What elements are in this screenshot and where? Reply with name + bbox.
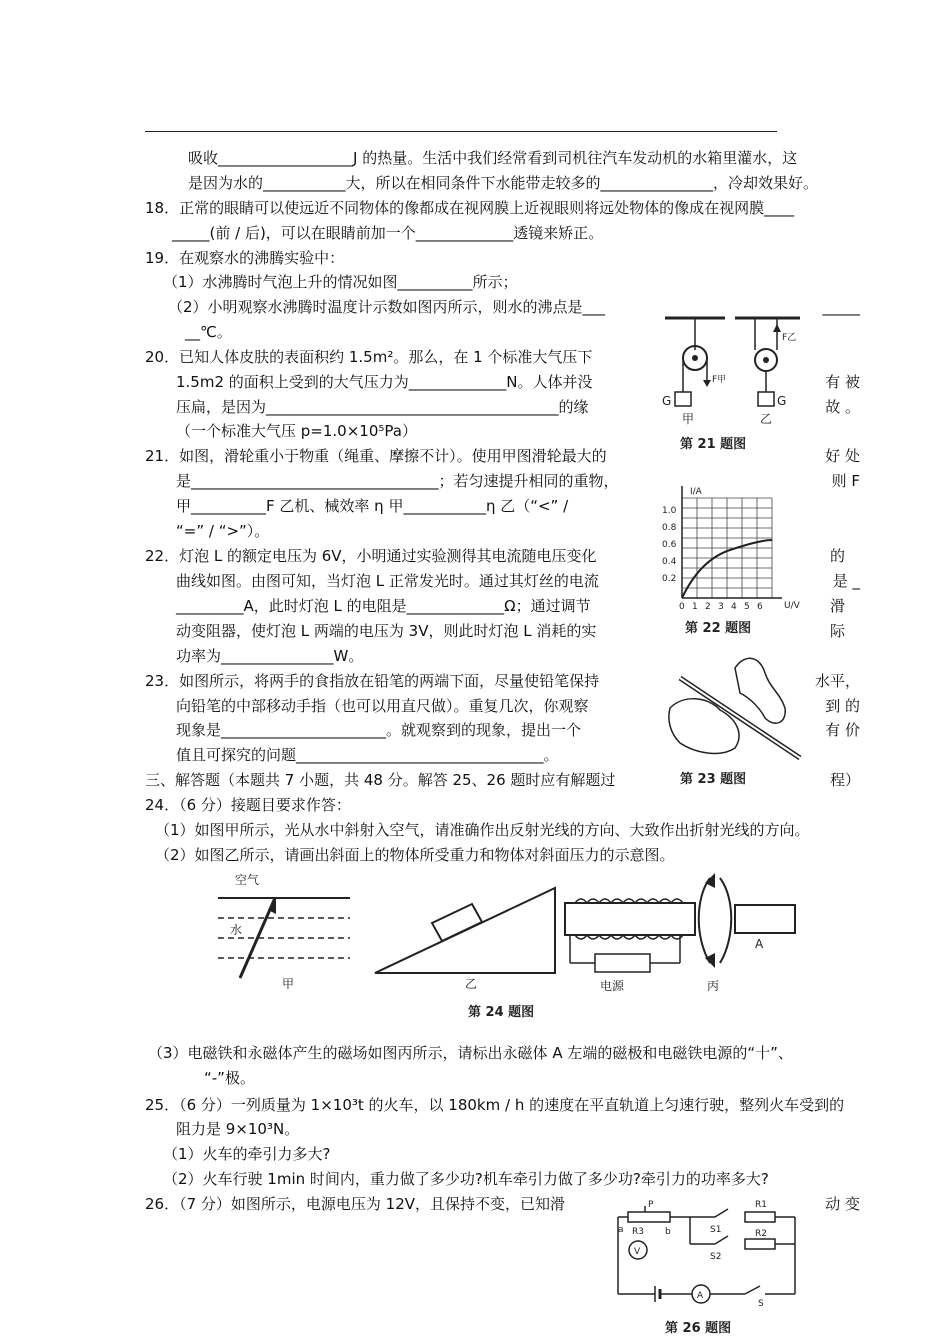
q22-line: 22．灯泡 L 的额定电压为 6V，小明通过实验测得其电流随电压变化 xyxy=(145,547,597,565)
text-line: 向铅笔的中部移动手指（也可以用直尺做）。重复几次，你观察 xyxy=(176,697,589,715)
text-line: _____(前 / 后)，可以在眼睛前加一个_____________透镜来矫正。 xyxy=(172,224,604,242)
fig26-caption: 第 26 题图 xyxy=(665,1321,732,1336)
q24-line: 24．（6 分）接题目要求作答： xyxy=(145,796,351,814)
fig22-caption: 第 22 题图 xyxy=(685,621,752,636)
text-line: （2）火车行驶 1min 时间内，重力做了多少功?机车牵引力做了多少功?牵引力的功率多大? xyxy=(163,1170,769,1188)
text-line: 吸收__________________J 的热量。生活中我们经常看到司机往汽车发动机的水箱里灌水，这 xyxy=(188,149,798,167)
fig21-force-right: F乙 xyxy=(782,333,797,343)
fig26-r3: R3 xyxy=(632,1227,644,1237)
fig22-y-tick: 0.6 xyxy=(662,540,677,550)
figure-24 xyxy=(210,868,800,1028)
figure-21 xyxy=(660,310,810,460)
fig22-y-axis-label: I/A xyxy=(690,487,702,497)
fig22-x-axis-label: U/V xyxy=(784,601,800,611)
figure-22 xyxy=(660,480,815,640)
fig24-magnet-label: A xyxy=(755,937,764,951)
header-rule xyxy=(145,131,777,132)
right-fragment: 到 的 xyxy=(825,697,860,715)
text-line: （3）电磁铁和永磁体产生的磁场如图丙所示，请标出永磁体 A 左端的磁极和电磁铁电源的“十”、 xyxy=(148,1044,793,1062)
text-line: “-”极。 xyxy=(204,1069,255,1087)
fig22-x-tick: 6 xyxy=(757,602,763,612)
text-line: （1）水沸腾时气泡上升的情况如图__________所示； xyxy=(163,273,518,291)
right-fragment: 滑 xyxy=(829,597,845,615)
text-line: 1.5m2 的面积上受到的大气压力为_____________N。人体并没 xyxy=(176,373,593,391)
section-heading: 三、解答题（本题共 7 小题，共 48 分。解答 25、26 题时应有解题过 xyxy=(145,771,616,789)
text-line: 动变阻器，使灯泡 L 两端的电压为 3V，则此时灯泡 L 消耗的实 xyxy=(176,622,597,640)
q18-line: 18．正常的眼睛可以使远近不同物体的像都成在视网膜上近视眼则将远处物体的像成在视网膜____ xyxy=(145,199,795,217)
right-fragment: 是 _ xyxy=(832,572,860,590)
fig22-x-tick: 4 xyxy=(731,602,737,612)
fig24-caption: 第 24 题图 xyxy=(468,1005,535,1020)
fig22-y-tick: 0.4 xyxy=(662,557,677,567)
fig21-force-left: F甲 xyxy=(712,375,727,385)
fig24-jia-label: 甲 xyxy=(282,977,295,991)
q25-line: 25．（6 分）一列质量为 1×10³t 的火车，以 180km / h 的速度在平直轨道上匀速行驶，整列火车受到的 xyxy=(145,1096,845,1114)
fig26-s: S xyxy=(758,1299,764,1309)
right-fragment: 故 。 xyxy=(825,398,860,416)
text-line: 甲__________F 乙机、械效率 η 甲___________η 乙（“<” / xyxy=(176,497,569,515)
fig22-y-tick: 0.8 xyxy=(662,523,677,533)
right-fragment: 水平， xyxy=(814,672,860,690)
q21-line: 21．如图，滑轮重小于物重（绳重、摩擦不计）。使用甲图滑轮最大的 xyxy=(145,447,607,465)
text-line: （1）如图甲所示，光从水中斜射入空气，请准确作出反射光线的方向、大致作出折射光线的方向。 xyxy=(155,821,810,839)
text-line: 是_________________________________；若匀速提升相同的重物， xyxy=(176,472,619,490)
text-line: 阻力是 9×10³N。 xyxy=(176,1120,300,1138)
fig21-label-right: 乙 xyxy=(760,412,773,426)
fig23-caption: 第 23 题图 xyxy=(680,772,747,787)
fig22-x-tick: 5 xyxy=(744,602,750,612)
text-line: 值且可探究的问题_________________________________。 xyxy=(176,746,559,764)
right-fragment: 际 xyxy=(829,622,845,640)
fig26-s1: S1 xyxy=(710,1225,722,1235)
fig21-weight-right: G xyxy=(777,394,787,408)
fig24-water-label: 水 xyxy=(230,923,243,937)
text-line: 压扁，是因为_______________________________________的缘 xyxy=(176,398,589,416)
fig24-yi-label: 乙 xyxy=(465,977,478,991)
fig21-weight-left: G xyxy=(662,394,672,408)
fig26-a: a xyxy=(618,1225,624,1235)
fig21-caption: 第 21 题图 xyxy=(680,437,747,452)
fig26-v: V xyxy=(634,1247,641,1257)
right-fragment: _____ xyxy=(822,298,860,316)
fig22-y-tick: 1.0 xyxy=(662,506,677,516)
fig26-r1: R1 xyxy=(755,1200,767,1210)
text-line: 现象是______________________。就观察到的现象，提出一个 xyxy=(176,721,582,739)
fig26-r2: R2 xyxy=(755,1229,767,1239)
right-fragment: 好 处 xyxy=(825,447,860,465)
fig22-y-tick: 0.2 xyxy=(662,574,677,584)
right-fragment: 的 xyxy=(829,547,845,565)
right-fragment: 程） xyxy=(829,771,860,789)
fig26-ammeter: A xyxy=(697,1291,704,1301)
text-line: _________A，此时灯泡 L 的电阻是_____________Ω；通过调节 xyxy=(176,597,591,615)
fig22-x-tick: 2 xyxy=(705,602,711,612)
fig22-x-tick: 1 xyxy=(692,602,698,612)
text-line: （一个标准大气压 p=1.0×10⁵Pa） xyxy=(176,422,417,440)
fig26-p: P xyxy=(648,1200,654,1210)
fig24-bing-label: 丙 xyxy=(707,979,720,993)
q19-line: 19．在观察水的沸腾实验中： xyxy=(145,249,345,267)
fig26-s2: S2 xyxy=(710,1252,722,1262)
fig26-b: b xyxy=(665,1227,671,1237)
q23-line: 23．如图所示，将两手的食指放在铅笔的两端下面，尽量使铅笔保持 xyxy=(145,672,600,690)
text-line: “=” / “>”）。 xyxy=(176,522,270,540)
right-fragment: 有 被 xyxy=(825,373,860,391)
right-fragment: 则 F xyxy=(831,472,860,490)
text-line: 曲线如图。由图可知，当灯泡 L 正常发光时。通过其灯丝的电流 xyxy=(176,572,599,590)
text-line: （2）小明观察水沸腾时温度计示数如图丙所示，则水的沸点是___ xyxy=(168,298,606,316)
fig22-x-tick: 3 xyxy=(718,602,724,612)
fig21-label-left: 甲 xyxy=(682,412,695,426)
text-line: 是因为水的___________大，所以在相同条件下水能带走较多的_______________，冷却效果好。 xyxy=(188,174,819,192)
fig22-x-tick: 0 xyxy=(679,602,685,612)
text-line: 功率为_______________W。 xyxy=(176,647,364,665)
right-fragment: 动 变 xyxy=(825,1195,860,1213)
text-line: （2）如图乙所示，请画出斜面上的物体所受重力和物体对斜面压力的示意图。 xyxy=(155,846,675,864)
fig24-source-label: 电源 xyxy=(600,979,625,993)
q26-line: 26．（7 分）如图所示，电源电压为 12V，且保持不变，已知滑 xyxy=(145,1195,566,1213)
figure-23 xyxy=(665,648,815,793)
q20-line: 20．已知人体皮肤的表面积约 1.5m²。那么，在 1 个标准大气压下 xyxy=(145,348,593,366)
figure-26 xyxy=(610,1194,810,1339)
text-line: __℃。 xyxy=(185,323,232,341)
right-fragment: 有 价 xyxy=(825,721,860,739)
fig24-air-label: 空气 xyxy=(235,873,260,887)
text-line: （1）火车的牵引力多大? xyxy=(163,1145,331,1163)
